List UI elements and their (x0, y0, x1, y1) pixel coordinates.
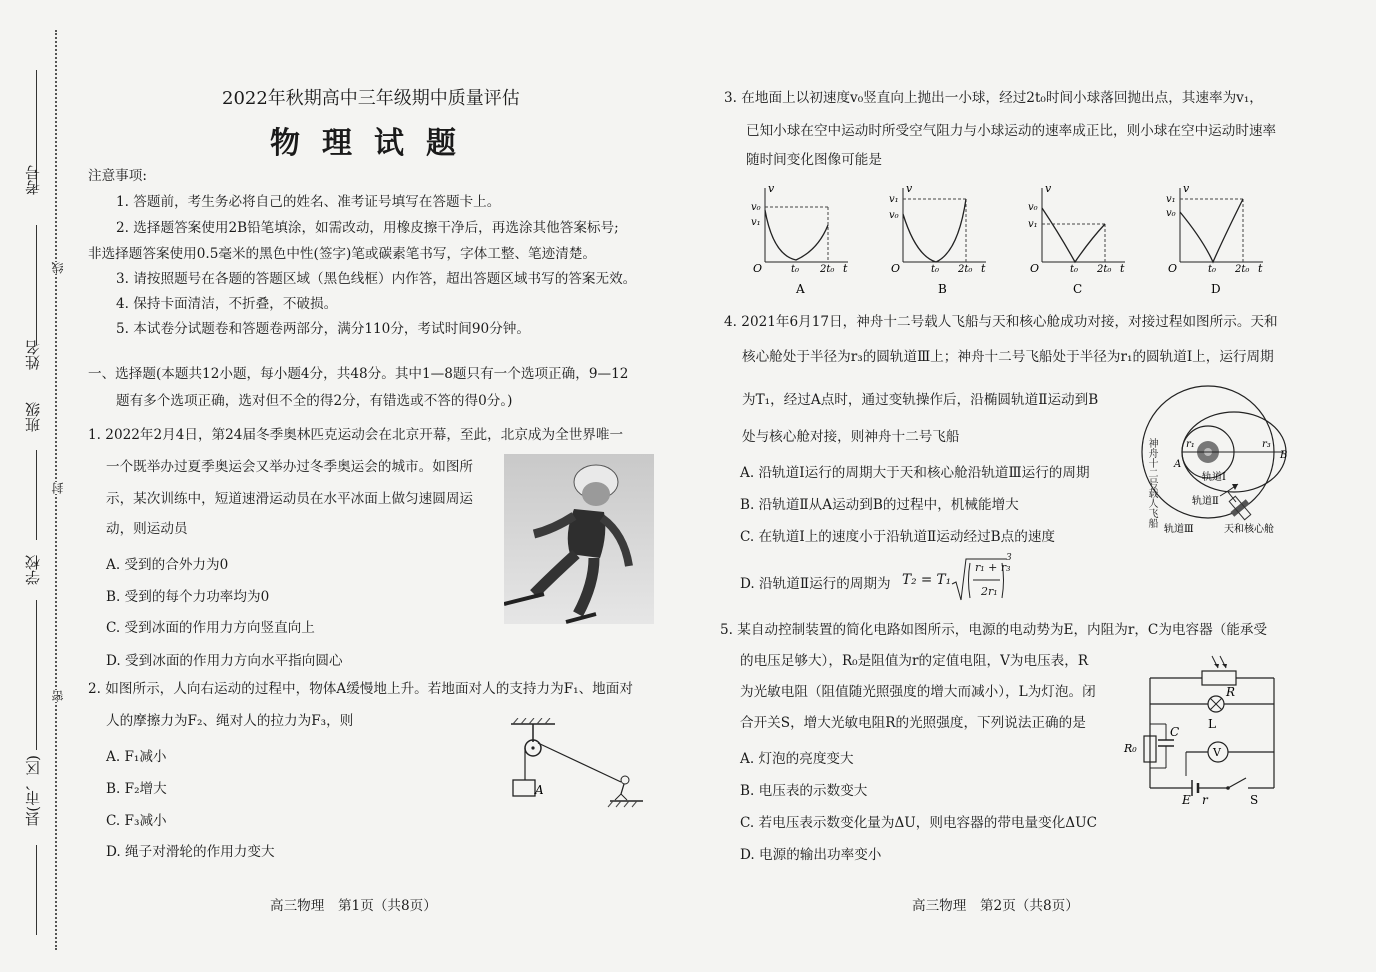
svg-text:2t₀: 2t₀ (1235, 264, 1250, 275)
pulley-figure (505, 718, 650, 808)
svg-text:v₁: v₁ (889, 194, 899, 205)
svg-text:t₀: t₀ (1208, 264, 1217, 275)
q2-line-2: 人的摩擦力为F₂、绳对人的拉力为F₃，则 (106, 713, 354, 729)
q4-line-2: 核心舱处于半径为r₃的圆轨道Ⅲ上；神舟十二号飞船处于半径为r₁的圆轨道Ⅰ上，运行周期 (742, 349, 1274, 365)
school-line (36, 600, 37, 750)
switch-label: S (1250, 793, 1259, 804)
q2-option-b: B. F₂增大 (106, 781, 167, 797)
graph-a (751, 182, 848, 296)
r3-label: r₃ (1262, 439, 1271, 450)
q3-graphs (748, 180, 1288, 300)
svg-text:v₀: v₀ (751, 202, 761, 213)
station-label: 天和核心舱 (1224, 524, 1274, 535)
section-instruction-1: 一、选择题(本题共12小题，每小题4分，共48分。其中1—8题只有一个选项正确，9—12 (88, 366, 629, 382)
q5-line-3: 为光敏电阻（阻值随光照强度的增大而减小），L为灯泡。闭 (740, 684, 1096, 700)
svg-text:v₁: v₁ (1166, 194, 1176, 205)
q5-line-4: 合开关S，增大光敏电阻R的光照强度，下列说法正确的是 (740, 715, 1086, 731)
svg-text:v₁: v₁ (1028, 219, 1038, 230)
r0-label: R₀ (1124, 742, 1137, 755)
school-label: 学校 (24, 555, 42, 585)
r1-label: r₁ (1186, 439, 1195, 450)
q3-line-2: 已知小球在空中运动时所受空气阻力与小球运动的速率成正比，则小球在空中运动时速率 (746, 123, 1277, 139)
resistor-r-label: R (1226, 685, 1236, 699)
svg-text:v: v (1183, 182, 1190, 195)
graph-b (889, 182, 986, 296)
svg-text:t: t (1258, 262, 1263, 275)
svg-text:2t₀: 2t₀ (1097, 264, 1112, 275)
station-icon (1225, 492, 1256, 523)
subject-title: 物理试题 (270, 126, 478, 161)
note-4: 4. 保持卡面清洁，不折叠，不破损。 (116, 296, 338, 312)
lamp-label: L (1208, 717, 1216, 731)
q1-option-b: B. 受到的每个力功率均为0 (106, 589, 270, 605)
county-label: 县(市、区) (24, 755, 42, 827)
q1-line-4: 动，则运动员 (106, 521, 188, 537)
svg-text:v₁: v₁ (751, 217, 761, 228)
class-line (36, 450, 37, 540)
svg-text:t₀: t₀ (931, 264, 940, 275)
name-label: 姓名 (24, 340, 42, 370)
svg-text:O: O (891, 262, 901, 275)
county-line (36, 845, 37, 935)
q5-option-c: C. 若电压表示数变化量为ΔU，则电容器的带电量变化ΔUC (740, 815, 1097, 831)
orbit-figure (1132, 380, 1302, 540)
point-b-label: B (1280, 450, 1288, 461)
q5-line-2: 的电压足够大），R₀是阻值为r的定值电阻，V为电压表，R (740, 653, 1089, 669)
class-label: 班级 (24, 402, 42, 432)
q4-line-3: 为T₁，经过A点时，通过变轨操作后，沿椭圆轨道Ⅱ运动到B (742, 392, 1099, 408)
formula-exponent: 3 (1006, 553, 1012, 563)
q4-option-d: D. 沿轨道Ⅱ运行的周期为 (740, 576, 891, 592)
emf-label: E (1182, 793, 1191, 804)
svg-text:2t₀: 2t₀ (820, 264, 835, 275)
q1-line-2: 一个既举办过夏季奥运会又举办过冬季奥运会的城市。如图所 (106, 459, 474, 475)
formula-denominator: 2r₁ (981, 585, 998, 598)
svg-text:v₀: v₀ (1028, 202, 1038, 213)
svg-text:t₀: t₀ (1070, 264, 1079, 275)
q1-line-1: 1. 2022年2月4日，第24届冬季奥林匹克运动会在北京开幕，至此，北京成为全世界唯一 (88, 427, 624, 443)
graph-d-label: D (1211, 282, 1221, 296)
svg-text:v: v (906, 182, 913, 195)
q5-option-b: B. 电压表的示数变大 (740, 783, 868, 799)
q2-option-d: D. 绳子对滑轮的作用力变大 (106, 844, 275, 860)
svg-text:t: t (981, 262, 986, 275)
graph-d (1166, 182, 1263, 296)
q4-option-c: C. 在轨道Ⅰ上的速度小于沿轨道Ⅱ运动经过B点的速度 (740, 529, 1056, 545)
q1-option-c: C. 受到冰面的作用力方向竖直向上 (106, 620, 315, 636)
svg-text:v: v (1045, 182, 1052, 195)
page2-footer: 高三物理 第2页（共8页） (912, 898, 1079, 914)
voltmeter-label: V (1213, 746, 1221, 759)
svg-text:t: t (843, 262, 848, 275)
q5-option-d: D. 电源的输出功率变小 (740, 847, 882, 863)
seal-mark-seal: 封 (51, 482, 65, 494)
ship-label: 神舟十二号载人飞船 (1146, 438, 1157, 528)
q2-option-c: C. F₃减小 (106, 813, 167, 829)
name-line (36, 225, 37, 345)
skater-photo (504, 454, 654, 624)
block-label: A (535, 783, 544, 797)
svg-text:t₀: t₀ (791, 264, 800, 275)
svg-text:t: t (1120, 262, 1125, 275)
q1-option-d: D. 受到冰面的作用力方向水平指向圆心 (106, 653, 343, 669)
graph-c-label: C (1073, 282, 1083, 296)
svg-text:O: O (1168, 262, 1178, 275)
orbit3-label: 轨道Ⅲ (1164, 524, 1194, 535)
graph-b-label: B (938, 282, 947, 296)
q4-line-4: 处与核心舱对接，则神舟十二号飞船 (742, 429, 960, 445)
q4-option-b: B. 沿轨道Ⅱ从A运动到B的过程中，机械能增大 (740, 497, 1019, 513)
note-2-cont: 非选择题答案使用0.5毫米的黑色中性(签字)笔或碳素笔书写，字体工整、笔迹清楚。 (88, 246, 597, 262)
svg-text:v₀: v₀ (889, 210, 899, 221)
notes-heading: 注意事项: (88, 168, 147, 184)
formula-lhs: T₂ = T₁ (902, 572, 952, 588)
svg-text:O: O (753, 262, 763, 275)
q1-line-3: 示，某次训练中，短道速滑运动员在水平冰面上做匀速圆周运 (106, 491, 474, 507)
q2-line-1: 2. 如图所示，人向右运动的过程中，物体A缓慢地上升。若地面对人的支持力为F₁、地面对 (88, 681, 633, 697)
orbit1-label: 轨道Ⅰ (1202, 472, 1226, 483)
capacitor-label: C (1170, 725, 1180, 739)
q3-line-1: 3. 在地面上以初速度v₀竖直向上抛出一小球，经过2t₀时间小球落回抛出点，其速率为v₁， (724, 90, 1263, 106)
q5-line-1: 5. 某自动控制装置的简化电路如图所示，电源的电动势为E，内阻为r，C为电容器（能承受 (720, 622, 1268, 638)
note-1: 1. 答题前，考生务必将自己的姓名、准考证号填写在答题卡上。 (116, 194, 501, 210)
svg-text:v₀: v₀ (1166, 208, 1176, 219)
graph-a-label: A (796, 282, 805, 296)
q5-option-a: A. 灯泡的亮度变大 (740, 751, 854, 767)
q3-line-3: 随时间变化图像可能是 (746, 152, 882, 168)
seal-mark-secret: 密 (51, 690, 65, 702)
exam-number-label: 考号 (24, 165, 42, 195)
q1-option-a: A. 受到的合外力为0 (106, 557, 229, 573)
seal-mark-line: 线 (51, 262, 65, 274)
point-a-label: A (1174, 459, 1182, 470)
photoresistor-symbol (1202, 671, 1236, 685)
note-5: 5. 本试卷分试题卷和答题卷两部分，满分110分，考试时间90分钟。 (116, 321, 530, 337)
q4-line-1: 4. 2021年6月17日，神舟十二号载人飞船与天和核心舱成功对接，对接过程如图所示。天和 (724, 314, 1278, 330)
orbit2-label: 轨道Ⅱ (1192, 496, 1219, 507)
graph-c (1028, 182, 1125, 296)
svg-text:2t₀: 2t₀ (958, 264, 973, 275)
note-2: 2. 选择题答案使用2B铅笔填涂，如需改动，用橡皮擦干净后，再选涂其他答案标号; (116, 220, 619, 236)
svg-text:O: O (1030, 262, 1040, 275)
q2-option-a: A. F₁减小 (106, 749, 167, 765)
internal-r-label: r (1202, 793, 1208, 804)
section-instruction-2: 题有多个选项正确，选对但不全的得2分，有错选或不答的得0分。) (116, 393, 513, 409)
note-3: 3. 请按照题号在各题的答题区域（黑色线框）内作答，超出答题区域书写的答案无效。 (116, 271, 637, 287)
circuit-figure (1122, 652, 1292, 804)
page1-footer: 高三物理 第1页（共8页） (270, 898, 437, 914)
formula-numerator: r₁ + r₃ (975, 561, 1011, 574)
exam-title: 2022年秋期高中三年级期中质量评估 (222, 88, 520, 109)
q4-option-a: A. 沿轨道Ⅰ运行的周期大于天和核心舱沿轨道Ⅲ运行的周期 (740, 465, 1090, 481)
svg-text:v: v (768, 182, 775, 195)
